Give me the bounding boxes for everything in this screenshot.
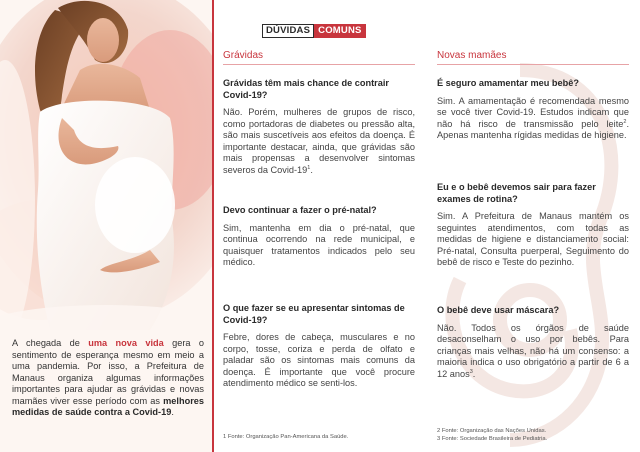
duvidas-comuns-logo xyxy=(262,24,366,38)
footnote-2: 2 Fonte: Organização das Nações Unidas. xyxy=(437,428,547,434)
footnote-1: 1 Fonte: Organização Pan-Americana da Saúde. xyxy=(223,434,349,440)
footnote-3: 3 Fonte: Sociedade Brasileira de Pediatria. xyxy=(437,435,548,442)
intro-highlight-new-life: uma nova vida xyxy=(88,338,164,348)
intro-highlight-health-measures: melhores medidas de saúde contra a Covid-19 xyxy=(12,395,204,417)
gravidas-faq-2 xyxy=(223,205,415,269)
intro-text-1: A chegada de xyxy=(12,338,89,348)
logo-part-comuns: COMUNS xyxy=(314,24,365,38)
question-contrair-covid: Grávidas têm mais chance de contrair Covid-19? xyxy=(223,78,389,100)
question-sintomas: O que fazer se eu apresentar sintomas de Covid-19? xyxy=(223,303,405,325)
section-title-novas-mamaes: Novas mamães xyxy=(437,50,629,65)
footnote-ref-3: 3 xyxy=(469,368,473,375)
gravidas-faq-3 xyxy=(223,303,415,390)
answer-pre-natal: Sim, mantenha em dia o pré-natal, que continua ocorrendo na rede municipal, e quaisquer tratamentos indicados pelo seu médico. xyxy=(223,222,415,267)
answer-mascara xyxy=(437,323,629,381)
novas-faq-2 xyxy=(437,182,629,269)
answer-amamentar-text: Sim. A amamentação é recomendada mesmo se você tiver Covid-19. Estudos indicam que não há risco de transmissão pelo leite xyxy=(437,95,629,129)
answer-amamentar-end: . Apenas mantenha rígidas medidas de higiene. xyxy=(437,118,629,140)
novas-faq-3 xyxy=(437,305,629,380)
novas-mamaes-column xyxy=(437,50,629,81)
intro-text-2: gera o sentimento de esperança mesmo em meio a uma pandemia. Por isso, a Prefeitura de Manaus organiza algumas informações importantes para ajudar as grávidas e novas mamães viver esse período com as xyxy=(12,338,204,406)
question-amamentar: É seguro amamentar meu bebê? xyxy=(437,78,579,88)
novas-faq-1 xyxy=(437,78,629,142)
gravidas-faq-1 xyxy=(223,78,415,176)
question-mascara: O bebê deve usar máscara? xyxy=(437,305,560,315)
answer-contrair-covid xyxy=(223,107,415,176)
section-title-gravidas: Grávidas xyxy=(223,50,415,65)
logo-part-duvidas: DÚVIDAS xyxy=(262,24,314,38)
left-panel xyxy=(0,0,212,452)
answer-contrair-covid-end: . xyxy=(310,164,313,175)
answer-contrair-covid-text: Não. Porém, mulheres de grupos de risco, como portadoras de diabetes ou pressão alta, são mais suscetíveis aos efeitos da doença. É importante destacar, ainda, que grávidas são mais propensas a desenvolver sintomas severos da Covid-19 xyxy=(223,107,415,175)
intro-paragraph xyxy=(12,338,204,419)
footnote-ref-2: 2 xyxy=(623,118,627,125)
answer-mascara-end: . xyxy=(472,368,476,379)
gravidas-column xyxy=(223,50,415,81)
question-exames-rotina: Eu e o bebê devemos sair para fazer exames de rotina? xyxy=(437,182,596,204)
footnotes-2-3 xyxy=(437,428,629,443)
question-pre-natal: Devo continuar a fazer o pré-natal? xyxy=(223,205,377,215)
answer-sintomas: Febre, dores de cabeça, musculares e no corpo, tosse, coriza e perda de olfato e paladar são os sintomas mais comuns da doença. É importante que você procure atendimento médico se senti-los. xyxy=(223,332,415,388)
intro-text-3: . xyxy=(171,407,174,417)
footnote-ref-1: 1 xyxy=(307,164,311,171)
answer-exames-rotina: Sim. A Prefeitura de Manaus mantém os seguintes atendimentos, com todas as medidas de higiene e distanciamento social: Pré-natal, Consulta puerperal, Seguimento do bebê de risco e Teste do pezinho. xyxy=(437,211,629,267)
answer-mascara-text: Não. Todos os órgãos de saúde desaconselham o uso por bebês. Para crianças mais velhas, não há um consenso: a maioria indica o uso obrigatório a partir de 6 a 12 anos xyxy=(437,322,629,379)
answer-amamentar xyxy=(437,96,629,142)
pregnant-woman-photo xyxy=(0,0,212,330)
vertical-divider xyxy=(212,0,214,452)
